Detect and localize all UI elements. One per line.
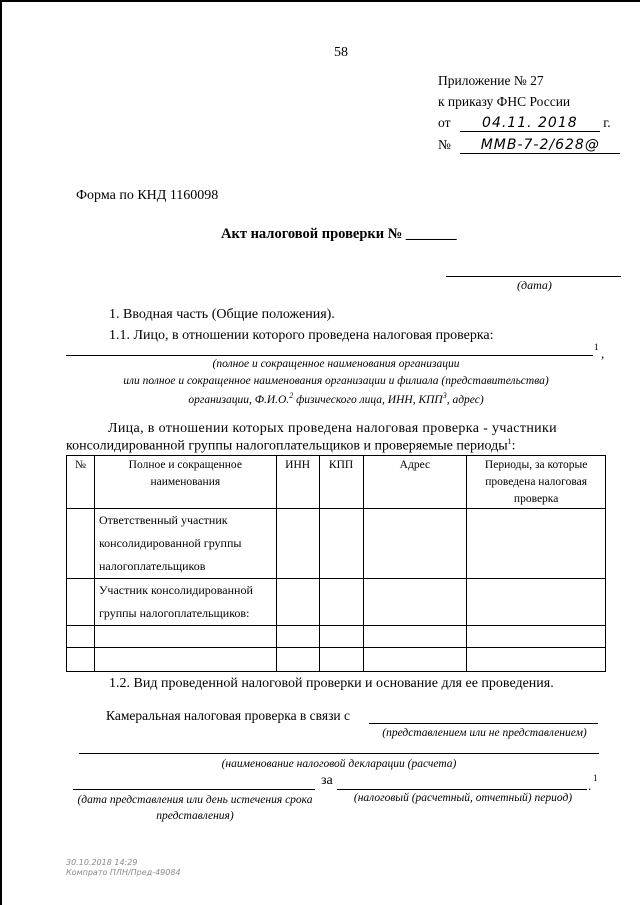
table-row: [67, 626, 606, 648]
header-inn: ИНН: [276, 456, 319, 509]
footnote-marker-3: 3: [442, 391, 447, 400]
participants-paragraph-line-1: [108, 421, 557, 437]
participants-paragraph-line-2: [66, 437, 516, 455]
cell-address[interactable]: [363, 579, 467, 626]
date-field-line[interactable]: [446, 276, 621, 277]
handwritten-number: ММВ-7-2/628@: [460, 137, 620, 154]
desk-audit-label: Камеральная налоговая проверка в связи с: [106, 708, 351, 723]
cell-number[interactable]: [67, 648, 95, 672]
table-header-row: [67, 456, 606, 509]
cell-number[interactable]: [67, 579, 95, 626]
cell-name[interactable]: [94, 626, 276, 648]
cell-periods[interactable]: [467, 579, 606, 626]
cell-inn[interactable]: [276, 626, 319, 648]
cell-periods[interactable]: [467, 648, 606, 672]
submission-date-field-line[interactable]: [73, 789, 315, 790]
form-code: Форма по КНД 1160098: [76, 188, 219, 203]
paragraph-text-1: Лица, в отношении которых проведена налоговая проверка - участники: [108, 421, 557, 436]
cell-kpp[interactable]: [319, 626, 363, 648]
cell-periods[interactable]: [467, 626, 606, 648]
cell-kpp[interactable]: [319, 509, 363, 579]
date-suffix: г.: [603, 115, 611, 130]
caption-text-c: , адрес): [446, 393, 484, 406]
cell-address[interactable]: [363, 648, 467, 672]
appendix-line-2: к приказу ФНС России: [438, 94, 571, 109]
table-row: [67, 509, 606, 579]
section-1-2-heading: 1.2. Вид проведенной налоговой проверки и основание для ее проведения.: [109, 676, 554, 691]
cell-number[interactable]: [67, 509, 95, 579]
cell-inn[interactable]: [276, 579, 319, 626]
cell-name: Участник консолидированной группы налогоплательщиков:: [94, 579, 276, 626]
tax-period-field-line[interactable]: [337, 789, 587, 790]
footnote-marker-1b: 1: [507, 437, 512, 446]
page-border-top: [0, 0, 640, 2]
handwritten-date: 04.11. 2018: [460, 115, 600, 132]
appendix-line-1: Приложение № 27: [438, 73, 544, 88]
tax-period-caption: (налоговый (расчетный, отчетный) период): [353, 792, 573, 804]
submission-status-caption: (представлением или не представлением): [382, 727, 587, 739]
date-prefix: от: [438, 115, 451, 130]
table-row: [67, 648, 606, 672]
for-label: за: [321, 773, 333, 788]
submission-date-caption: (дата представления или день истечения срока представления): [77, 794, 313, 822]
entity-name-field-line[interactable]: [66, 355, 593, 356]
caption-text-a: организации, Ф.И.О.: [188, 393, 290, 406]
number-prefix: №: [438, 137, 451, 152]
colon-mark: :: [511, 438, 516, 454]
paragraph-text-2: консолидированной группы налогоплательщиков и проверяемые периоды: [66, 438, 508, 454]
participants-table: [66, 455, 606, 672]
header-periods: Периоды, за которые проведена налоговая проверка: [467, 456, 606, 509]
declaration-name-field-line[interactable]: [79, 753, 599, 754]
caption-text-b: физического лица, ИНН, КПП: [293, 393, 443, 406]
header-full-name: Полное и сокращенное наименования: [94, 456, 276, 509]
header-kpp: КПП: [319, 456, 363, 509]
stamp-line-2: Компрато ПЛН/Пред-49084: [66, 868, 181, 877]
period-mark: .: [588, 778, 592, 793]
print-stamp: [66, 858, 181, 878]
cell-inn[interactable]: [276, 648, 319, 672]
cell-kpp[interactable]: [319, 579, 363, 626]
declaration-name-caption: (наименование налоговой декларации (расчета): [221, 758, 457, 770]
date-caption: (дата): [517, 278, 552, 292]
comma-mark: ,: [601, 346, 605, 361]
footnote-marker-1c: 1: [593, 773, 598, 783]
entity-caption-line-1: (полное и сокращенное наименования организации: [212, 358, 460, 370]
page-border-left: [0, 0, 2, 905]
stamp-line-1: 30.10.2018 14:29: [66, 858, 138, 867]
appendix-number: [438, 137, 620, 154]
entity-caption-line-3: [66, 391, 606, 406]
page-number: 58: [334, 45, 348, 60]
cell-periods[interactable]: [467, 509, 606, 579]
section-1-heading: 1. Вводная часть (Общие положения).: [109, 307, 335, 322]
appendix-date: [438, 115, 611, 132]
submission-status-field-line[interactable]: [369, 723, 598, 724]
cell-address[interactable]: [363, 509, 467, 579]
cell-name[interactable]: [94, 648, 276, 672]
cell-address[interactable]: [363, 626, 467, 648]
cell-kpp[interactable]: [319, 648, 363, 672]
cell-number[interactable]: [67, 626, 95, 648]
footnote-marker-2: 2: [289, 391, 294, 400]
document-title: Акт налоговой проверки № _______: [221, 226, 457, 242]
header-address: Адрес: [363, 456, 467, 509]
cell-inn[interactable]: [276, 509, 319, 579]
entity-caption-line-2: или полное и сокращенное наименования организации и филиала (представительства): [123, 375, 549, 387]
footnote-marker-1: 1: [594, 342, 599, 352]
header-number: №: [67, 456, 95, 509]
cell-name: Ответственный участник консолидированной группы налогоплательщиков: [94, 509, 276, 579]
table-row: [67, 579, 606, 626]
section-1-1-heading: 1.1. Лицо, в отношении которого проведена налоговая проверка:: [109, 328, 494, 343]
